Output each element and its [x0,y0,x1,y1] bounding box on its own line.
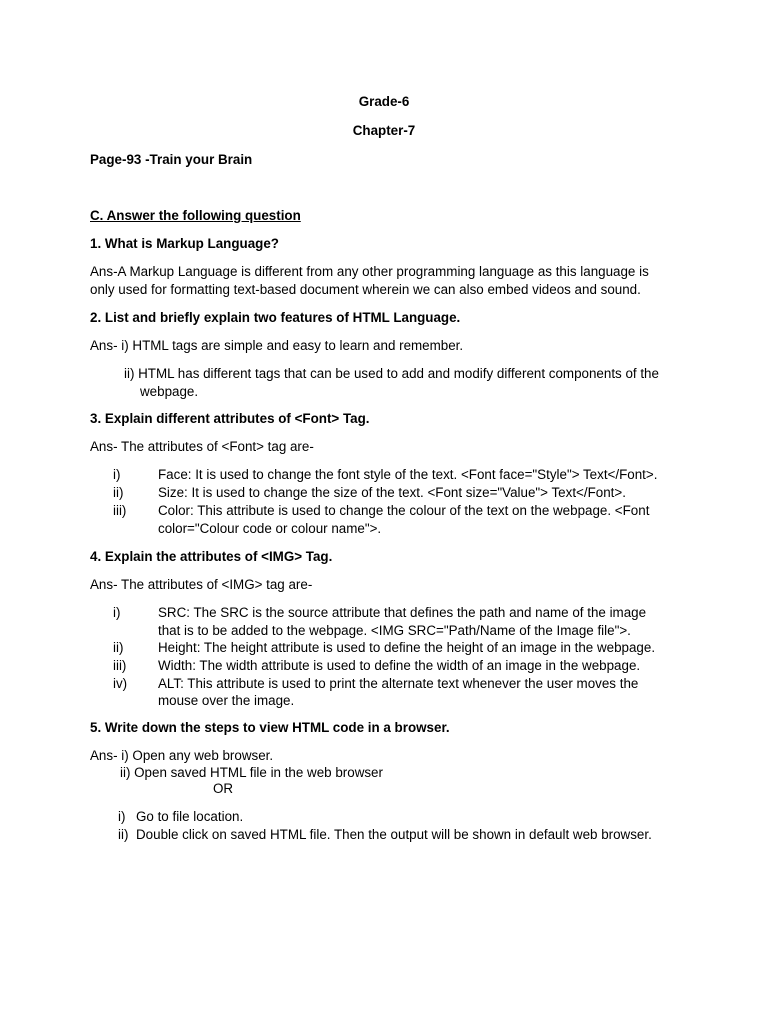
question-2: 2. List and briefly explain two features of HTML Language. [90,310,461,325]
list-item-text: Size: It is used to change the size of the text. <Font size="Value"> Text</Font>. [158,485,626,500]
or-separator: OR [213,781,234,796]
list-number: ii) [113,640,124,655]
question-4: 4. Explain the attributes of <IMG> Tag. [90,549,333,564]
answer-3-intro: Ans- The attributes of <Font> tag are- [90,439,314,454]
list-item-text: ALT: This attribute is used to print the alternate text whenever the user moves the [158,676,639,691]
list-item-text: SRC: The SRC is the source attribute that defines the path and name of the image [158,605,647,620]
list-item-text: Double click on saved HTML file. Then the output will be shown in default web browser. [136,827,652,842]
list-item-text: Width: The width attribute is used to define the width of an image in the webpage. [158,658,641,673]
list-number: ii) [118,827,129,842]
answer-2-line-3: webpage. [140,384,199,399]
list-number: i) [113,467,121,482]
list-item-text: Face: It is used to change the font style of the text. <Font face="Style"> Text</Font>. [158,467,658,482]
list-item-text: Height: The height attribute is used to define the height of an image in the webpage. [158,640,656,655]
question-3: 3. Explain different attributes of <Font> Tag. [90,411,370,426]
answer-1-line-1: Ans-A Markup Language is different from any other programming language as this language is [90,264,649,279]
question-5: 5. Write down the steps to view HTML code in a browser. [90,720,450,735]
list-number: ii) [113,485,124,500]
list-number: iii) [113,503,127,518]
list-item-text: color="Colour code or colour name">. [158,521,382,536]
answer-1-line-2: only used for formatting text-based document wherein we can also embed videos and sound. [90,282,641,297]
list-item-text: that is to be added to the webpage. <IMG SRC="Path/Name of the Image file">. [158,623,631,638]
list-number: iv) [113,676,128,691]
list-number: i) [113,605,121,620]
answer-4-intro: Ans- The attributes of <IMG> tag are- [90,577,313,592]
list-number: iii) [113,658,127,673]
list-item-text: Color: This attribute is used to change the colour of the text on the webpage. <Font [158,503,650,518]
grade-heading: Grade-6 [358,94,410,109]
page-reference: Page-93 -Train your Brain [90,152,253,167]
list-item-text: Go to file location. [136,809,244,824]
answer-5-line-2: ii) Open saved HTML file in the web browser [120,765,383,780]
question-1: 1. What is Markup Language? [90,236,279,251]
list-item-text: mouse over the image. [158,693,295,708]
answer-5-line-1: Ans- i) Open any web browser. [90,748,274,763]
answer-2-line-2: ii) HTML has different tags that can be used to add and modify different components of the [124,366,659,381]
section-title: C. Answer the following question [90,208,301,223]
list-number: i) [118,809,126,824]
chapter-heading: Chapter-7 [352,123,416,138]
answer-2-line-1: Ans- i) HTML tags are simple and easy to learn and remember. [90,338,464,353]
